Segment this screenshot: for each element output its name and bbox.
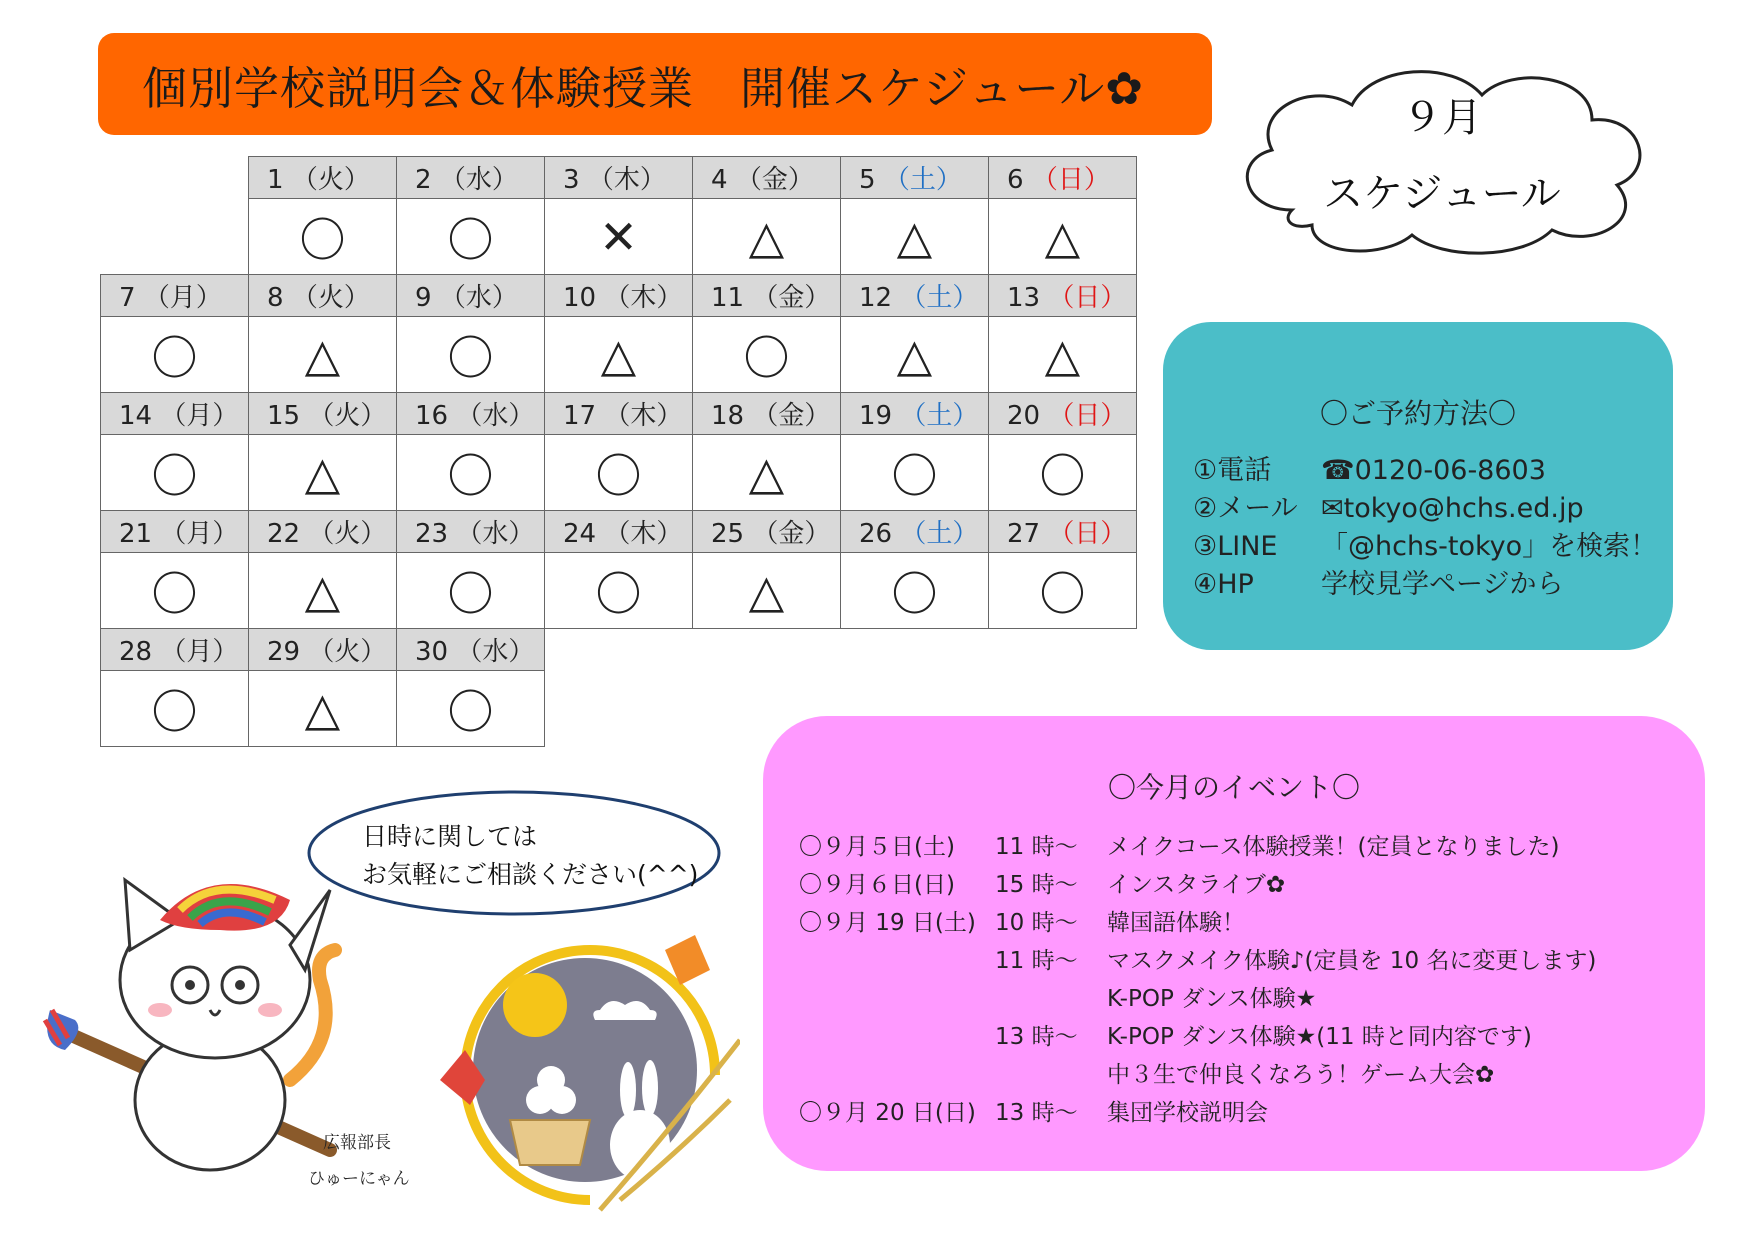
calendar-day-number: 21 (119, 519, 153, 549)
calendar-header-row (101, 275, 1137, 317)
event-date: 〇９月６日(日) (799, 872, 955, 898)
calendar-day-number: 1 (267, 165, 284, 195)
event-time: 11 時～ (995, 834, 1078, 860)
event-row (799, 828, 1705, 866)
calendar-availability-mark: 〇 (545, 553, 693, 629)
calendar-date-cell: 29 （火） (249, 629, 397, 671)
event-description: 中３生で仲良くなろう！ゲーム大会✿ (1107, 1062, 1495, 1088)
calendar-availability-mark: 〇 (397, 435, 545, 511)
reservation-key: ①電話 (1193, 455, 1272, 486)
calendar-date-cell: 25 （金） (693, 511, 841, 553)
calendar-empty-cell (545, 671, 693, 747)
calendar-weekday: 月 (186, 637, 213, 667)
calendar-day-number: 28 (119, 637, 153, 667)
event-row (799, 942, 1705, 980)
tsukimi-illustration (440, 930, 740, 1220)
calendar-weekday: 土 (926, 283, 953, 313)
calendar-availability-mark: △ (989, 199, 1137, 275)
cloud-label (1222, 80, 1662, 232)
mascot-name: ひゅーにゃん (308, 1169, 410, 1189)
calendar-weekday: 水 (465, 165, 492, 195)
event-description: メイクコース体験授業！(定員となりました) (1107, 834, 1560, 860)
calendar-availability-mark: △ (249, 435, 397, 511)
calendar-day-number: 12 (859, 283, 893, 313)
calendar-weekday: 日 (1074, 401, 1101, 431)
calendar-day-number: 16 (415, 401, 449, 431)
calendar-weekday: 木 (630, 519, 657, 549)
calendar-weekday: 水 (465, 283, 492, 313)
hp-info: 学校見学ページから (1321, 569, 1564, 600)
cloud-schedule: スケジュール (1323, 171, 1561, 217)
event-row (799, 904, 1705, 942)
calendar-weekday: 日 (1074, 519, 1101, 549)
event-date: 〇９月 20 日(日) (799, 1100, 976, 1126)
calendar-day-number: 5 (859, 165, 876, 195)
events-list (799, 828, 1705, 1132)
calendar-weekday: 月 (186, 519, 213, 549)
calendar-empty-cell (841, 629, 989, 671)
calendar-day-number: 7 (119, 283, 136, 313)
calendar-empty-cell (101, 199, 249, 275)
calendar-weekday: 金 (761, 165, 788, 195)
calendar-date-cell: 2 （水） (397, 157, 545, 199)
events-title: 〇今月のイベント〇 (1107, 771, 1360, 804)
calendar-availability-mark: △ (693, 553, 841, 629)
calendar-day-number: 26 (859, 519, 893, 549)
calendar-day-number: 3 (563, 165, 580, 195)
calendar-date-cell: 22 （火） (249, 511, 397, 553)
calendar-header-row (101, 393, 1137, 435)
event-row (799, 1018, 1705, 1056)
calendar-weekday: 月 (169, 283, 196, 313)
event-description: 韓国語体験！ (1107, 910, 1245, 936)
calendar-weekday: 木 (630, 401, 657, 431)
event-date (799, 942, 995, 980)
calendar-date-cell: 16 （水） (397, 393, 545, 435)
calendar-availability-mark: 〇 (989, 435, 1137, 511)
calendar-date-cell: 30 （水） (397, 629, 545, 671)
calendar-availability-mark: △ (249, 671, 397, 747)
calendar-date-cell: 19 （土） (841, 393, 989, 435)
calendar-date-cell: 27 （日） (989, 511, 1137, 553)
calendar-day-number: 17 (563, 401, 597, 431)
calendar-weekday: 木 (613, 165, 640, 195)
reservation-row (1193, 452, 1673, 490)
event-time: 13 時～ (995, 1100, 1078, 1126)
calendar-empty-cell (693, 629, 841, 671)
event-description: 集団学校説明会 (1107, 1100, 1268, 1126)
event-date (799, 980, 995, 1018)
event-row (799, 1056, 1705, 1094)
event-date: 〇９月 19 日(土) (799, 910, 976, 936)
calendar-day-number: 10 (563, 283, 597, 313)
calendar-weekday: 火 (334, 401, 361, 431)
calendar-availability-mark: △ (693, 199, 841, 275)
calendar-day-number: 24 (563, 519, 597, 549)
calendar-availability-mark: 〇 (101, 553, 249, 629)
calendar-table (100, 156, 1137, 747)
calendar-day-number: 14 (119, 401, 153, 431)
calendar-date-cell: 6 （日） (989, 157, 1137, 199)
calendar-mark-row (101, 317, 1137, 393)
calendar-mark-row (101, 553, 1137, 629)
calendar-weekday: 金 (778, 283, 805, 313)
event-date: 〇９月５日(土) (799, 834, 955, 860)
calendar-day-number: 13 (1007, 283, 1041, 313)
calendar-availability-mark: ✕ (545, 199, 693, 275)
calendar-weekday: 水 (482, 519, 509, 549)
calendar-date-cell: 1 （火） (249, 157, 397, 199)
reservation-key: ③LINE (1193, 531, 1278, 562)
calendar-date-cell: 26 （土） (841, 511, 989, 553)
calendar-weekday: 火 (334, 637, 361, 667)
calendar-weekday: 金 (778, 519, 805, 549)
calendar-empty-cell (545, 629, 693, 671)
calendar-header-row (101, 157, 1137, 199)
event-time (995, 980, 1107, 1018)
calendar-mark-row (101, 435, 1137, 511)
calendar-date-cell: 24 （木） (545, 511, 693, 553)
calendar-day-number: 6 (1007, 165, 1024, 195)
calendar-availability-mark: 〇 (397, 671, 545, 747)
line-id: 「@hchs-tokyo」を検索！ (1321, 531, 1658, 562)
calendar-availability-mark: △ (249, 553, 397, 629)
calendar-availability-mark: 〇 (693, 317, 841, 393)
calendar-date-cell: 8 （火） (249, 275, 397, 317)
calendar-weekday: 土 (909, 165, 936, 195)
calendar-day-number: 29 (267, 637, 301, 667)
reservation-title: 〇ご予約方法〇 (1319, 397, 1516, 430)
calendar-availability-mark: △ (545, 317, 693, 393)
mascot-cat-illustration (40, 860, 360, 1180)
calendar-empty-cell (101, 157, 249, 199)
calendar-day-number: 22 (267, 519, 301, 549)
calendar-availability-mark: 〇 (545, 435, 693, 511)
calendar-day-number: 15 (267, 401, 301, 431)
calendar-date-cell: 28 （月） (101, 629, 249, 671)
calendar-mark-row (101, 199, 1137, 275)
email-address: ✉tokyo@hchs.ed.jp (1321, 493, 1584, 524)
calendar-weekday: 日 (1057, 165, 1084, 195)
calendar-weekday: 金 (778, 401, 805, 431)
calendar-weekday: 水 (482, 637, 509, 667)
calendar-availability-mark: 〇 (101, 317, 249, 393)
calendar-day-number: 2 (415, 165, 432, 195)
bubble-line: お気軽にご相談ください(^^) (362, 860, 699, 889)
event-time: 10 時～ (995, 910, 1078, 936)
event-time: 11 時～ (995, 948, 1078, 974)
calendar-date-cell: 5 （土） (841, 157, 989, 199)
calendar-date-cell: 15 （火） (249, 393, 397, 435)
event-time: 15 時～ (995, 872, 1078, 898)
calendar-weekday: 月 (186, 401, 213, 431)
calendar-date-cell: 11 （金） (693, 275, 841, 317)
calendar-availability-mark: 〇 (101, 671, 249, 747)
calendar-day-number: 18 (711, 401, 745, 431)
calendar-availability-mark: 〇 (101, 435, 249, 511)
event-description: K-POP ダンス体験★ (1107, 986, 1317, 1012)
calendar-day-number: 25 (711, 519, 745, 549)
calendar-weekday: 火 (317, 283, 344, 313)
event-description: K-POP ダンス体験★(11 時と同内容です) (1107, 1024, 1532, 1050)
calendar-availability-mark: 〇 (397, 553, 545, 629)
calendar-header-row (101, 629, 1137, 671)
calendar-weekday: 火 (317, 165, 344, 195)
mascot-role: 広報部長 (323, 1133, 391, 1153)
calendar-date-cell: 4 （金） (693, 157, 841, 199)
events-panel (763, 716, 1705, 1171)
calendar-availability-mark: 〇 (397, 199, 545, 275)
calendar-date-cell: 13 （日） (989, 275, 1137, 317)
reservation-key: ④HP (1193, 569, 1254, 600)
event-description: インスタライブ✿ (1107, 872, 1286, 898)
event-description: マスクメイク体験♪(定員を 10 名に変更します) (1107, 948, 1597, 974)
event-date (799, 1018, 995, 1056)
calendar-date-cell: 7 （月） (101, 275, 249, 317)
calendar-weekday: 火 (334, 519, 361, 549)
event-time (995, 1056, 1107, 1094)
calendar-header-row (101, 511, 1137, 553)
calendar-date-cell: 20 （日） (989, 393, 1137, 435)
calendar-date-cell: 23 （水） (397, 511, 545, 553)
calendar-day-number: 23 (415, 519, 449, 549)
bubble-text (362, 818, 698, 894)
calendar-day-number: 20 (1007, 401, 1041, 431)
calendar-weekday: 土 (926, 519, 953, 549)
bubble-line: 日時に関しては (362, 822, 538, 851)
reservation-panel (1163, 322, 1673, 650)
calendar-weekday: 水 (482, 401, 509, 431)
reservation-row (1193, 528, 1673, 566)
calendar-availability-mark: 〇 (841, 435, 989, 511)
calendar-day-number: 9 (415, 283, 432, 313)
event-row (799, 1094, 1705, 1132)
calendar-availability-mark: △ (989, 317, 1137, 393)
calendar-day-number: 19 (859, 401, 893, 431)
calendar-availability-mark: 〇 (397, 317, 545, 393)
event-row (799, 980, 1705, 1018)
event-time: 13 時～ (995, 1024, 1078, 1050)
calendar-date-cell: 18 （金） (693, 393, 841, 435)
calendar-date-cell: 9 （水） (397, 275, 545, 317)
calendar-availability-mark: △ (693, 435, 841, 511)
calendar-availability-mark: △ (249, 317, 397, 393)
calendar-empty-cell (989, 629, 1137, 671)
event-date (799, 1056, 995, 1094)
calendar-date-cell: 12 （土） (841, 275, 989, 317)
calendar-day-number: 8 (267, 283, 284, 313)
calendar-day-number: 11 (711, 283, 745, 313)
calendar-availability-mark: 〇 (989, 553, 1137, 629)
calendar-date-cell: 17 （木） (545, 393, 693, 435)
calendar-date-cell: 14 （月） (101, 393, 249, 435)
title-banner (98, 33, 1212, 135)
calendar-weekday: 土 (926, 401, 953, 431)
reservation-row (1193, 490, 1673, 528)
phone-number: ☎0120-06-8603 (1321, 455, 1546, 486)
reservation-row (1193, 566, 1673, 604)
calendar-availability-mark: △ (841, 317, 989, 393)
calendar-date-cell: 3 （木） (545, 157, 693, 199)
page-title: 個別学校説明会＆体験授業 開催スケジュール✿ (142, 61, 1145, 115)
calendar-day-number: 4 (711, 165, 728, 195)
event-row (799, 866, 1705, 904)
calendar-weekday: 木 (630, 283, 657, 313)
cloud-month: ９月 (1402, 95, 1482, 141)
reservation-key: ②メール (1193, 493, 1298, 524)
calendar-date-cell: 10 （木） (545, 275, 693, 317)
calendar-availability-mark: 〇 (841, 553, 989, 629)
calendar-day-number: 27 (1007, 519, 1041, 549)
calendar-availability-mark: 〇 (249, 199, 397, 275)
calendar-date-cell: 21 （月） (101, 511, 249, 553)
calendar-availability-mark: △ (841, 199, 989, 275)
calendar-weekday: 日 (1074, 283, 1101, 313)
calendar-day-number: 30 (415, 637, 449, 667)
